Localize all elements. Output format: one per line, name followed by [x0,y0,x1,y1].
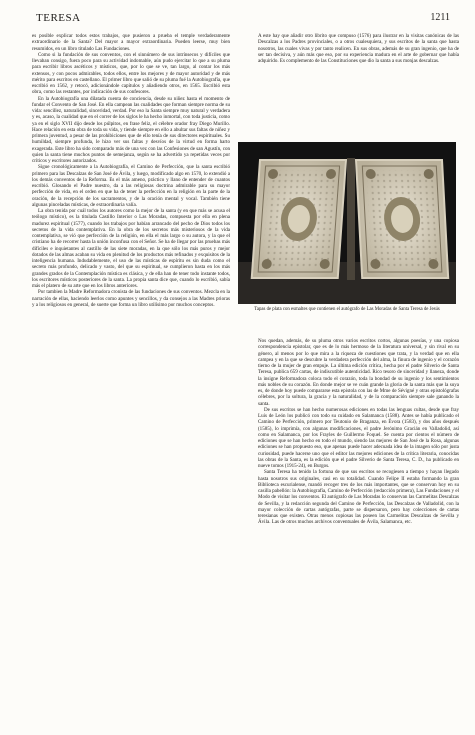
right-column-top [258,33,459,139]
left-paragraph-4: Sigue cronológicamente a la Autobiografía, el Camino de Perfección, que la santa escribió primero para las Descalzas de San José de Ávila, y luego, modificado algo en 1570, lo extendió a los demás conventos de la Reforma. Es el más ameno, práctico y llano de entender de cuantos escribió. Glosando el Padre nuestro, da a las religiosas doctrina admirable para su mayor perfección de vida, en el orden en que ha de tener la perfección en la religión en la parte de la oración, de la recepción de los sacramentos, y de la oración mental y vocal. También tiene algunas pinceladas místicas, de extraordinaria valía. [32,164,230,208]
running-title: TERESA [36,12,81,24]
right-bottom-paragraph-2: De sus escritos se han hecho numerosas ediciones en todas las lenguas cultas, desde que fray Luis de León los publicó con todo su cuidado en Salamanca (1588). Antes se había publicado el Camino de Perfección, primero por Teutonio de Braganza, en Évora (1583), y dos años después (1585), lo imprimía, con algunas modificaciones, el padre Jerónimo Gracián en Valladolid, así como en Salamanca, por los Frayles de Guillermo Foquel. Se cuenta por cientos el número de ediciones que se han hecho en todo el mundo, siendo las mejores de San José de la Rosa, algunas ediciones se han propuesto eso, que apenas puede hacer adecuada idea de la imagen sólo por justa curiosidad, puede hacerse uno que el editor las mejores ediciones de la crítica literaria, conocidas las obras de la Santa, es la edición que el padre Silverio de Santa Teresa, C. D., ha publicado en nueve tomos (1915-24), en Burgos. [258,406,459,469]
right-bottom-paragraph-3: Santa Teresa ha tenido la fortuna de que sus escritos se recogiesen a tiempo y hayan llegado hasta nosotros sus originales, casi en su totalidad. Cuando Felipe II estaba formando la gran Biblioteca escurialense, mandó recoger tres de los más importantes, que se conservan hoy en su casilla pabellón: la Autobiografía, Camino de Perfección (redacción primera), Las Fundaciones y el Modo de visitar los conventos. El autógrafo de Las Moradas lo conservan las Carmelitas Descalzas de Sevilla, y la redacción segunda del Camino de Perfección, las Descalzas de Valladolid, con la mayor colección de cartas autógrafas, parte se dispersaron, pero hay colecciones de cartas teresianas que existen. Otras menos copiosas las poseen las Carmelitas Descalzas de Sevilla y Ávila. Las de otros muchos archivos conventuales de Ávila, Salamanca, etc. [258,469,459,526]
page-number: 1211 [430,12,450,23]
left-cover [252,160,346,278]
right-top-paragraph-1: A este hay que añadir otro librito que compuso (1576) para ilustrar en la visitas canónicas de las Descalzas a los Padres provinciales, o a otros cualesquiera, y sus escritos de la santa que hasta nosotros, las cuales vivas y por tanto realicen. En sus obras, además de su gran ingenio, que ha de ser tan decisiva, y aún más que eso, por su experiencia madura en el arte de gobernar que había adquirido. Es complemento de las Constituciones que dio la santa a sus monjas descalzas. [258,33,459,64]
right-bottom-paragraph-1: Nos quedan, además, de su pluma otros varios escritos cortos, algunas poesías, y una copiosa correspondencia epistolar, que es de lo más hermoso de la literatura universal, y sin rival en su género, al menos por lo que mira a la riqueza de cuestiones que trata, y la verdad que en ella campea y en la que se descubre la verdadera perfección del alma, la finura de ingenio y el corazón tierno de la mujer de gran empuje. La última edición crítica, hecha por el padre Silverio de Santa Teresa, publica 659 cartas, de indiscutible autenticidad. Rico tesoro de sinceridad y llaneza, donde la insigne Reformadora coloca todo el corazón, toda la bondad de su ingenio y los sentimientos más nobles de su corazón. En donde mejor se ve cuán grande la gloria de la santa más que la suya es, de donde hoy puede compararse esta epistola con las de Mme de Sévigné y otras epistológrafas célebres, por la soltura, la gracia y la naturalidad, y de la comparación siempre sale ganando la santa. [258,338,459,407]
left-column [32,33,230,719]
left-paragraph-5: La obra tenida por cuál todos los autores como la mejor de la santa (y en que más se acusa el teólogo místico), es la titulada Castillo Interior o Las Moradas, compuesta por ella en plena madurez espiritual (1577), cuando los trabajos por habían arrancado del pecho de Dios todos los secretos de la vida contemplativa. En la obra de los secretos más misteriosos de la vida contemplativa, se vió que perfección de la religión, en ella el más largo o su autora, y la que el cristiano ha de recorrer hasta la unión inconfusa con el Señor. Se ha de llegar por las pruebas más difíciles e inquietantes al castillo de las siete moradas, en la que sólo los más puros y mejor dotados de las almas acaban su vida en plenitud de los productos más refinados y exquisitos de la inteligencia humana. Indudablemente, el uso de las místicas de espíritu es sin duda como el secreto más profundo, delicado y vasto, del que su espiritual, se cumplieron hasta en los más grandes grados de la Contemplación mística es clásica, y de ella han de tener todo instante todos, los escritores místicos posteriores de la santa. La propia santa dice que, cuando lo escribió, sabía más el platero de su arte que en los libros anteriores. [32,208,230,289]
left-paragraph-2: Como si la fundación de sus conventos, con el sinnúmero de sus intrínsecos y difíciles que llevaban consigo, fuera poco para su actividad indomable, aún pudo ejercitar lo que a su pluma para escribir libros ascéticos y místicos, que, por lo que se ve, tan largo, al contar los más extensos, y con pocos admirables, todos ellos, entre los mejores y de mayor autoridad y de más mérito para escritos en castellano. El primer libro que salió de su pluma fué la Autobiografía, que escribió en 1562, y retocó, adicionándole capítulos y añadiendo otros, en 1565. Escribió esta obra, como las restantes, por indicación de sus confesores. [32,51,230,96]
book-cover-photo [238,142,456,304]
left-paragraph-6: Por tambien la Madre Reformadora cronista de las fundaciones de sus conventos. Mezcla en la narración de ellas, haciendo leerlos como apuntes y sencillos, y da consejos a las Madres prioras y a los religiosos en general, de suerte que forma un libro utilísimo por muchos conceptos. [32,289,230,308]
left-paragraph-1: es posible explicar todos estos trabajos, que pusieron a prueba el temple verdaderamente extraordinario de la Santa? Del mayor a mayor extraordinaria. Pueden leerse, muy bien resumidos, en un libro titulado Las Fundaciones. [32,33,230,52]
left-paragraph-3: En la Autobiografía una dilatada cuenta de conciencia, desde su niñez hasta el momento de fundar el Convento de San José. En ella campean las cualidades que forman siempre norma de su vida: sencillez, naturalidad, sinceridad, verdad. Por eso la Santa siempre muy natural y verdadera y es, acaso, la cualidad que en el correr de los siglos le ha hecho inmortal, con toda justicia, como ya en el siglo XVII dijo desde los púlpitos, en frase feliz, el célebre orador fray Diego Murillo. Hace relación en esta obra de toda su vida, y tiende siempre en ello a abultar sus faltas de niñez y primera juventud, a pesar de las prohibiciones que de ello tenía de sus directores espirituales. Su humildad, siempre profunda, le hizo ver sus faltas y desvíos de la virtud en forma harto exagerada. Este libro ha sido comparado más de una vez con las Confesiones de san Agustín, con quien la santa tiene muchos puntos de semejanza, según se ha advertido ya repetidas veces por críticos y escritores autorizados. [32,95,230,164]
book-cover-figure [238,142,456,318]
running-header [26,12,454,28]
right-cover [356,160,448,278]
right-column-bottom [258,338,459,719]
figure-caption: Tapas de plata con esmaltes que contienen el autógrafo de Las Moradas de Santa Teresa de Jesús [254,307,440,312]
